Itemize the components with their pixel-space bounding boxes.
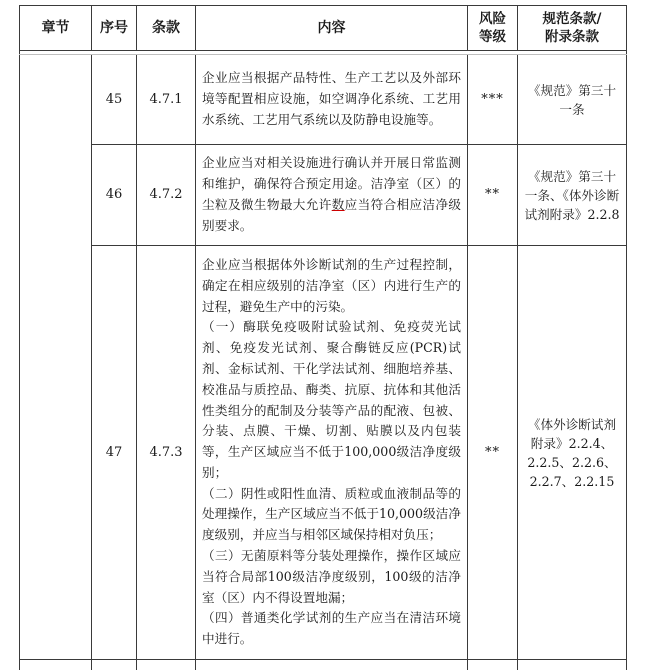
requirements-table <box>19 5 627 670</box>
header-risk-line2: 等级 <box>479 29 506 45</box>
header-chapter: 章节 <box>20 6 92 51</box>
row-content: 企业应当根据产品特性、生产工艺以及外部环境等配置相应设施，如空调净化系统、工艺用水系统、工艺用气系统以及防静电设施等。 <box>196 55 468 145</box>
row-content <box>196 246 468 660</box>
content-paragraph: 企业应当根据体外诊断试剂的生产过程控制，确定在相应级别的洁净室（区）内进行生产的过程，避免生产中的污染。 <box>202 256 461 314</box>
content-paragraph: （三）无菌原料等分装处理操作，操作区域应当符合局部100级洁净度级别，100级的洁净室（区）内不得设置地漏； <box>202 548 461 605</box>
header-ref <box>518 6 627 51</box>
content-part: 应当符合相应洁净级别要求。 <box>202 197 461 233</box>
row-ref: 《体外诊断试剂附录》2.2.4、2.2.5、2.2.6、2.2.7、2.2.15 <box>518 246 627 660</box>
header-clause: 条款 <box>137 6 196 51</box>
content-paragraph: （一）酶联免疫吸附试验试剂、免疫荧光试剂、免疫发光试剂、聚合酶链反应(PCR)试剂、金标试剂、干化学法试剂、细胞培养基、校准品与质控品、酶类、抗原、抗体和其他活性类组分的配制及分装等产品的配液、包被、分装、点膜、干燥、切割、贴膜以及内包装等，生产区域应当不低于100,000级洁净度级别； <box>202 319 461 480</box>
content-paragraph: （二）阴性或阳性血清、质粒或血液制品等的处理操作，生产区域应当不低于10,000级洁净度级别，并应当与相邻区域保持相对负压； <box>202 485 461 543</box>
row-clause: 4.7.1 <box>137 55 196 145</box>
header-risk-line1: 风险 <box>479 11 506 27</box>
row-clause: 4.7.3 <box>137 246 196 660</box>
chapter-cell <box>20 55 92 660</box>
row-ref: 《规范》第三十一条 <box>518 55 627 145</box>
header-ref-line2: 附录条款 <box>545 29 599 45</box>
content-paragraph: （四）普通类化学试剂的生产应当在清洁环境中进行。 <box>202 610 461 647</box>
spellcheck-underlined-text: 数 <box>331 197 345 212</box>
row-content <box>196 145 468 246</box>
header-risk <box>468 6 518 51</box>
row-risk: ** <box>468 145 518 246</box>
row-seq: 45 <box>92 55 137 145</box>
table-row-continuation <box>20 660 627 670</box>
header-ref-line1: 规范条款/ <box>542 11 602 27</box>
table-row <box>20 145 627 246</box>
content-part: 企业应当对相关设施进行确认并开展日常监测和维护，确保符合预定用途。洁净室（区）的尘粒及微生物最大允许 <box>202 155 461 212</box>
row-clause: 4.7.2 <box>137 145 196 246</box>
table-row <box>20 55 627 145</box>
row-seq: 46 <box>92 145 137 246</box>
row-risk: *** <box>468 55 518 145</box>
row-risk: ** <box>468 246 518 660</box>
header-seq: 序号 <box>92 6 137 51</box>
header-row <box>20 6 627 51</box>
table-row <box>20 246 627 660</box>
row-seq: 47 <box>92 246 137 660</box>
header-content: 内容 <box>196 6 468 51</box>
row-ref: 《规范》第三十一条、《体外诊断试剂附录》2.2.8 <box>518 145 627 246</box>
